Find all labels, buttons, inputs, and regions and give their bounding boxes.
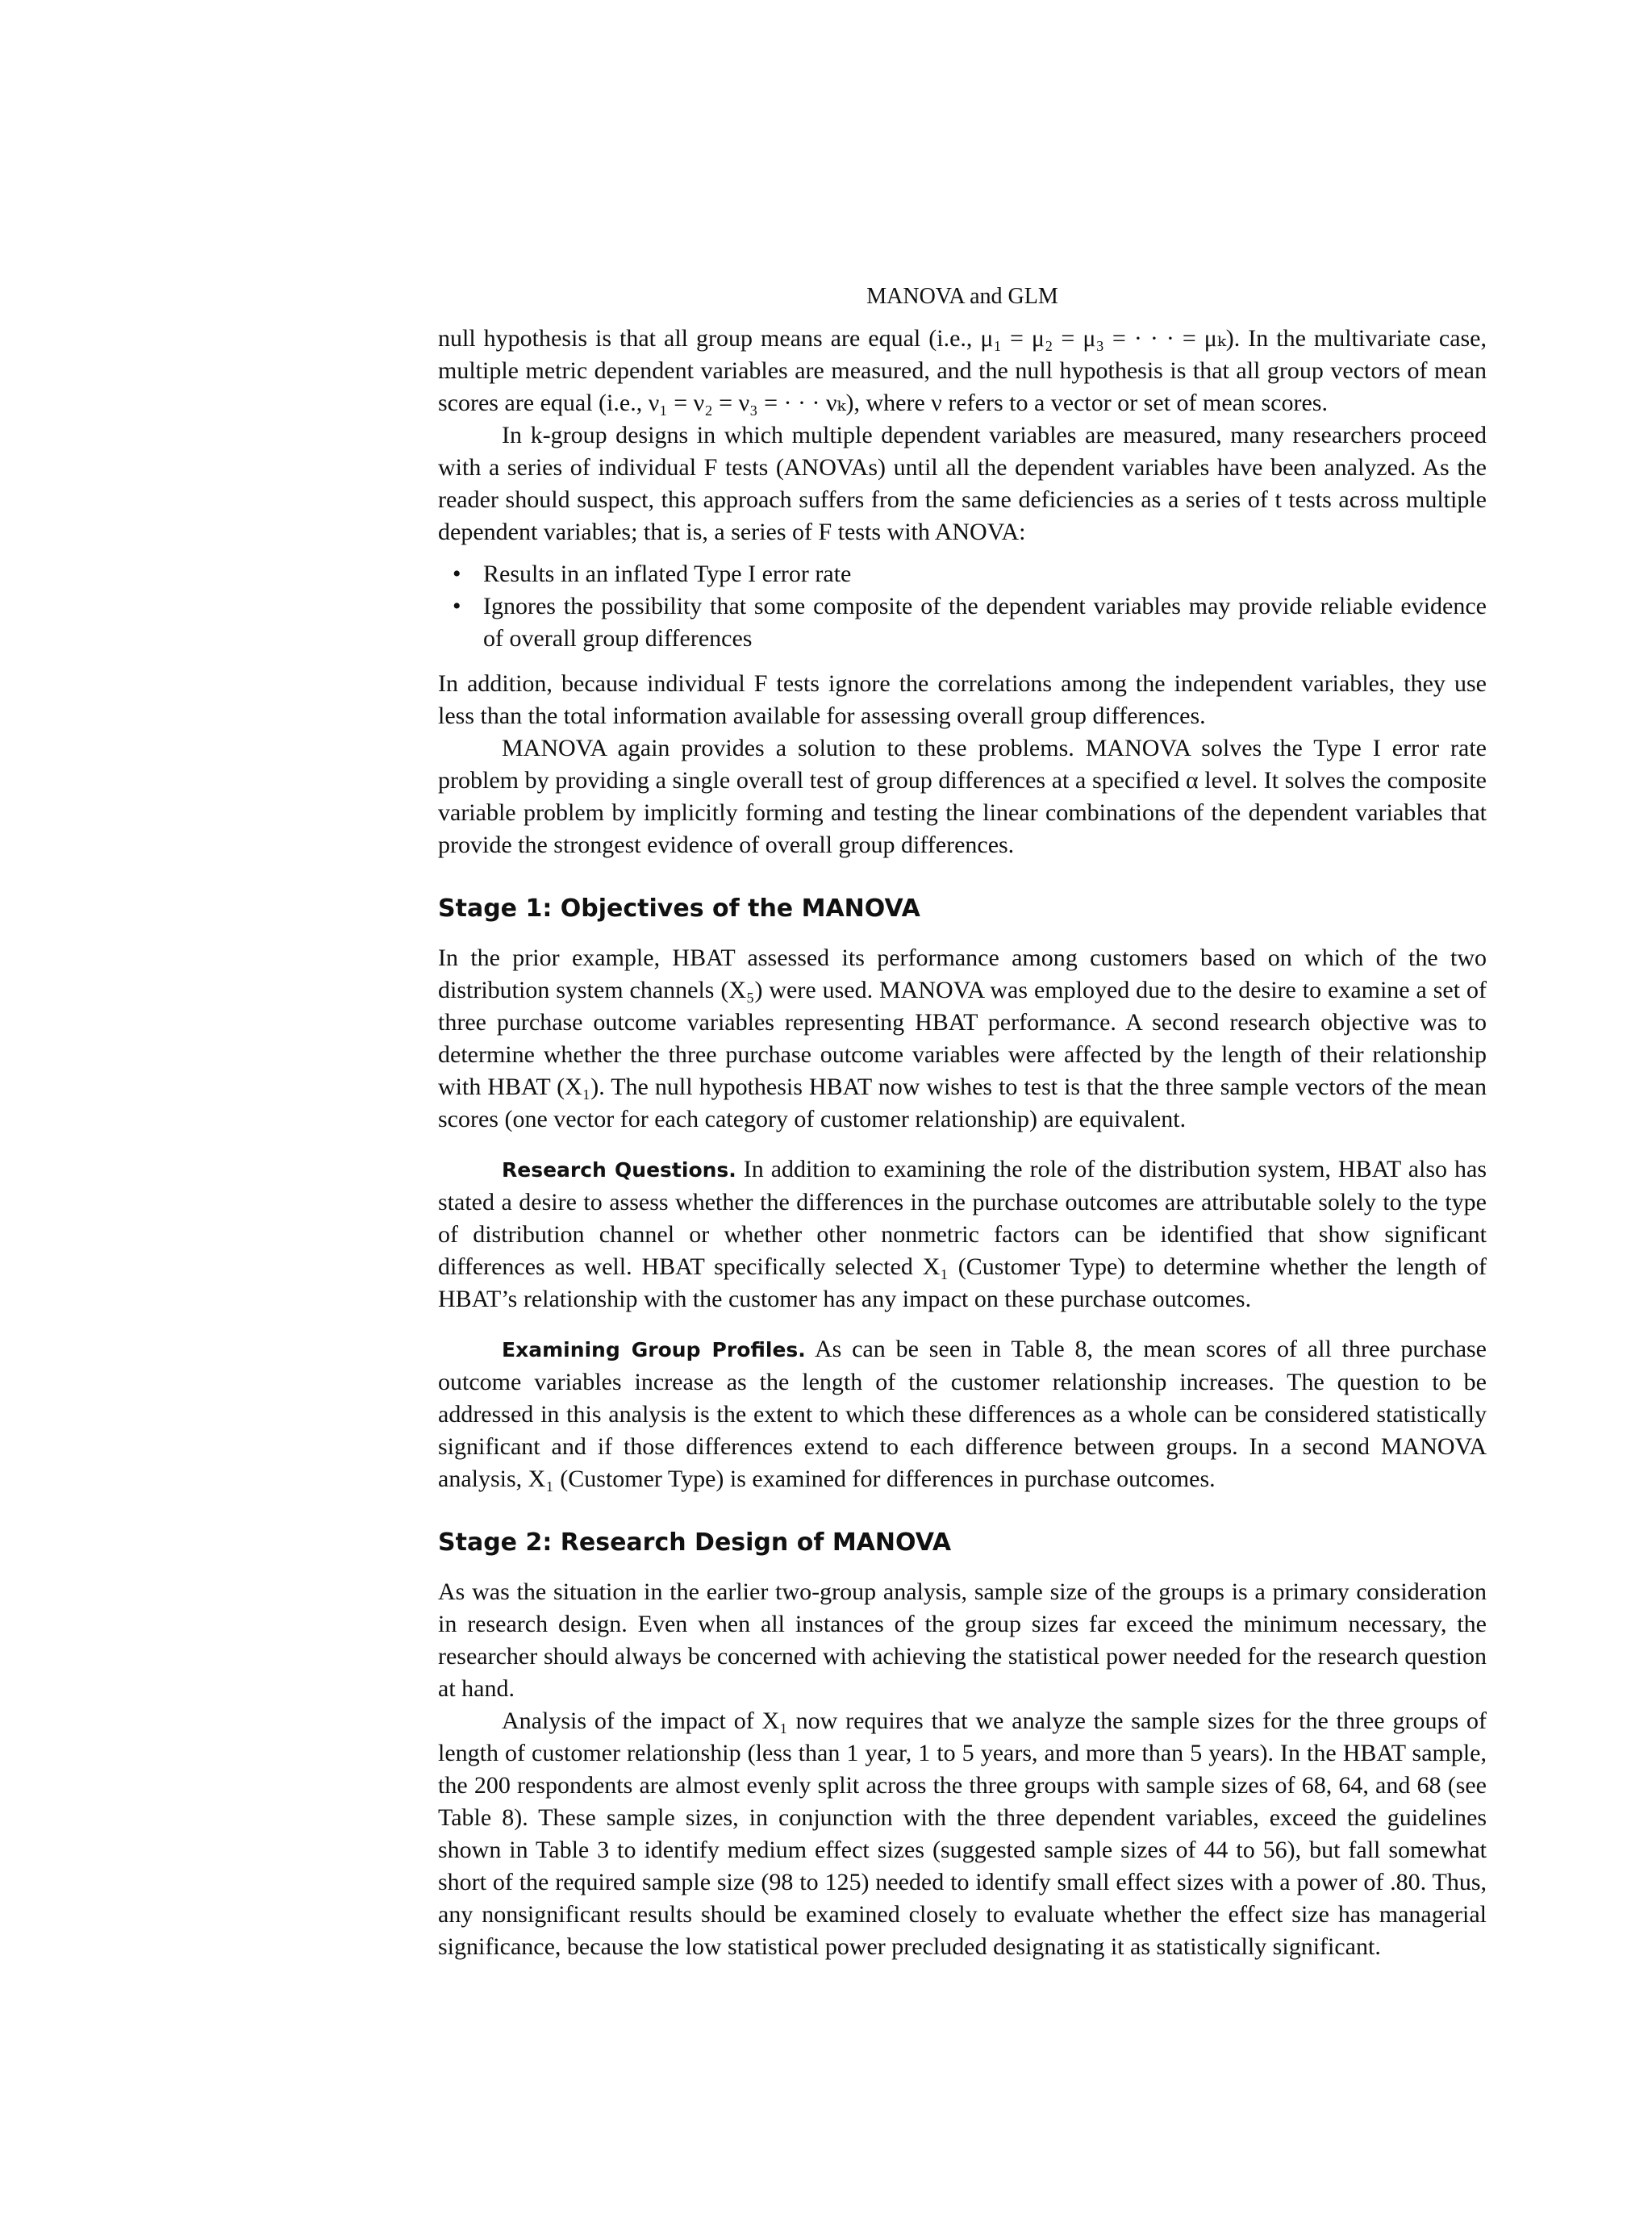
intro-paragraph-1: null hypothesis is that all group means are equal (i.e., μ₁ = μ₂ = μ₃ = · · · = μₖ). In the multivariate case, multiple metric dependent variables are measured, and the null hypothesis is that all group vectors of mean scores are equal (i.e., ν₁ = ν₂ = ν₃ = · · · νₖ), where ν refers to a vector or set of mean scores. <box>438 325 1487 416</box>
running-head: MANOVA and GLM <box>866 284 1058 309</box>
bullet-icon: • <box>453 561 461 587</box>
section-heading-stage-1: Stage 1: Objectives of the MANOVA <box>438 894 920 923</box>
page-content <box>438 284 1487 1963</box>
list-item-text: Results in an inflated Type I error rate <box>483 561 852 587</box>
group-profiles-text: As can be seen in Table 8, the mean scores of all three purchase outcome variables increase as the length of the customer relationship increases. The question to be addressed in this analysis is the extent to which these differences as a whole can be considered statistically significant and if those differences extend to each difference between groups. In a second MANOVA analysis, X₁ (Customer Type) is examined for differences in purchase outcomes. <box>438 1336 1487 1492</box>
intro-paragraph-4: MANOVA again provides a solution to these problems. MANOVA solves the Type I error rate problem by providing a single overall test of group differences at a specified α level. It solves the composite variable problem by implicitly forming and testing the linear combinations of the dependent variables that provide the strongest evidence of overall group differences. <box>438 735 1487 858</box>
intro-paragraph-3: In addition, because individual F tests ignore the correlations among the independent variables, they use less than the total information available for assessing overall group differences. <box>438 670 1487 729</box>
list-item-text: Ignores the possibility that some composite of the dependent variables may provide reliable evidence of overall group differences <box>483 593 1487 652</box>
deficiency-list <box>438 558 1487 655</box>
intro-paragraph-2: In k-group designs in which multiple dependent variables are measured, many researchers proceed with a series of individual F tests (ANOVAs) until all the dependent variables have been analyzed. As the reader should suspect, this approach suffers from the same deficiencies as a series of t tests across multiple dependent variables; that is, a series of F tests with ANOVA: <box>438 422 1487 545</box>
research-questions-paragraph <box>438 1153 1487 1316</box>
stage1-paragraph-1: In the prior example, HBAT assessed its performance among customers based on which of the two distribution system channels (X₅) were used. MANOVA was employed due to the desire to examine a set of three purchase outcome variables representing HBAT performance. A second research objective was to determine whether the three purchase outcome variables were affected by the length of their relationship with HBAT (X₁). The null hypothesis HBAT now wishes to test is that the three sample vectors of the mean scores (one vector for each category of customer relationship) are equivalent. <box>438 944 1487 1132</box>
research-questions-text: In addition to examining the role of the distribution system, HBAT also has stated a desire to assess whether the differences in the purchase outcomes are attributable solely to the type of distribution channel or whether other nonmetric factors can be identified that show significant differences as well. HBAT specifically selected X₁ (Customer Type) to determine whether the length of HBAT’s relationship with the customer has any impact on these purchase outcomes. <box>438 1156 1487 1312</box>
group-profiles-paragraph <box>438 1333 1487 1495</box>
list-item <box>438 590 1487 655</box>
research-questions-label: Research Questions. <box>502 1158 736 1182</box>
stage2-paragraph-1: As was the situation in the earlier two-group analysis, sample size of the groups is a primary consideration in research design. Even when all instances of the group sizes far exceed the minimum necessary, the researcher should always be concerned with achieving the statistical power needed for the research question at hand. <box>438 1578 1487 1702</box>
list-item <box>438 558 1487 590</box>
stage2-paragraph-2: Analysis of the impact of X₁ now requires that we analyze the sample sizes for the three groups of length of customer relationship (less than 1 year, 1 to 5 years, and more than 5 years). In the HBAT sample, the 200 respondents are almost evenly split across the three groups with sample sizes of 68, 64, and 68 (see Table 8). These sample sizes, in conjunction with the three dependent variables, exceed the guidelines shown in Table 3 to identify medium effect sizes (suggested sample sizes of 44 to 56), but fall somewhat short of the required sample size (98 to 125) needed to identify small effect sizes with a power of .80. Thus, any nonsignificant results should be examined closely to evaluate whether the effect size has managerial significance, because the low statistical power precluded designating it as statistically significant. <box>438 1708 1487 1960</box>
section-heading-stage-2: Stage 2: Research Design of MANOVA <box>438 1528 952 1557</box>
bullet-icon: • <box>453 593 461 619</box>
group-profiles-label: Examining Group Profiles. <box>502 1338 806 1361</box>
